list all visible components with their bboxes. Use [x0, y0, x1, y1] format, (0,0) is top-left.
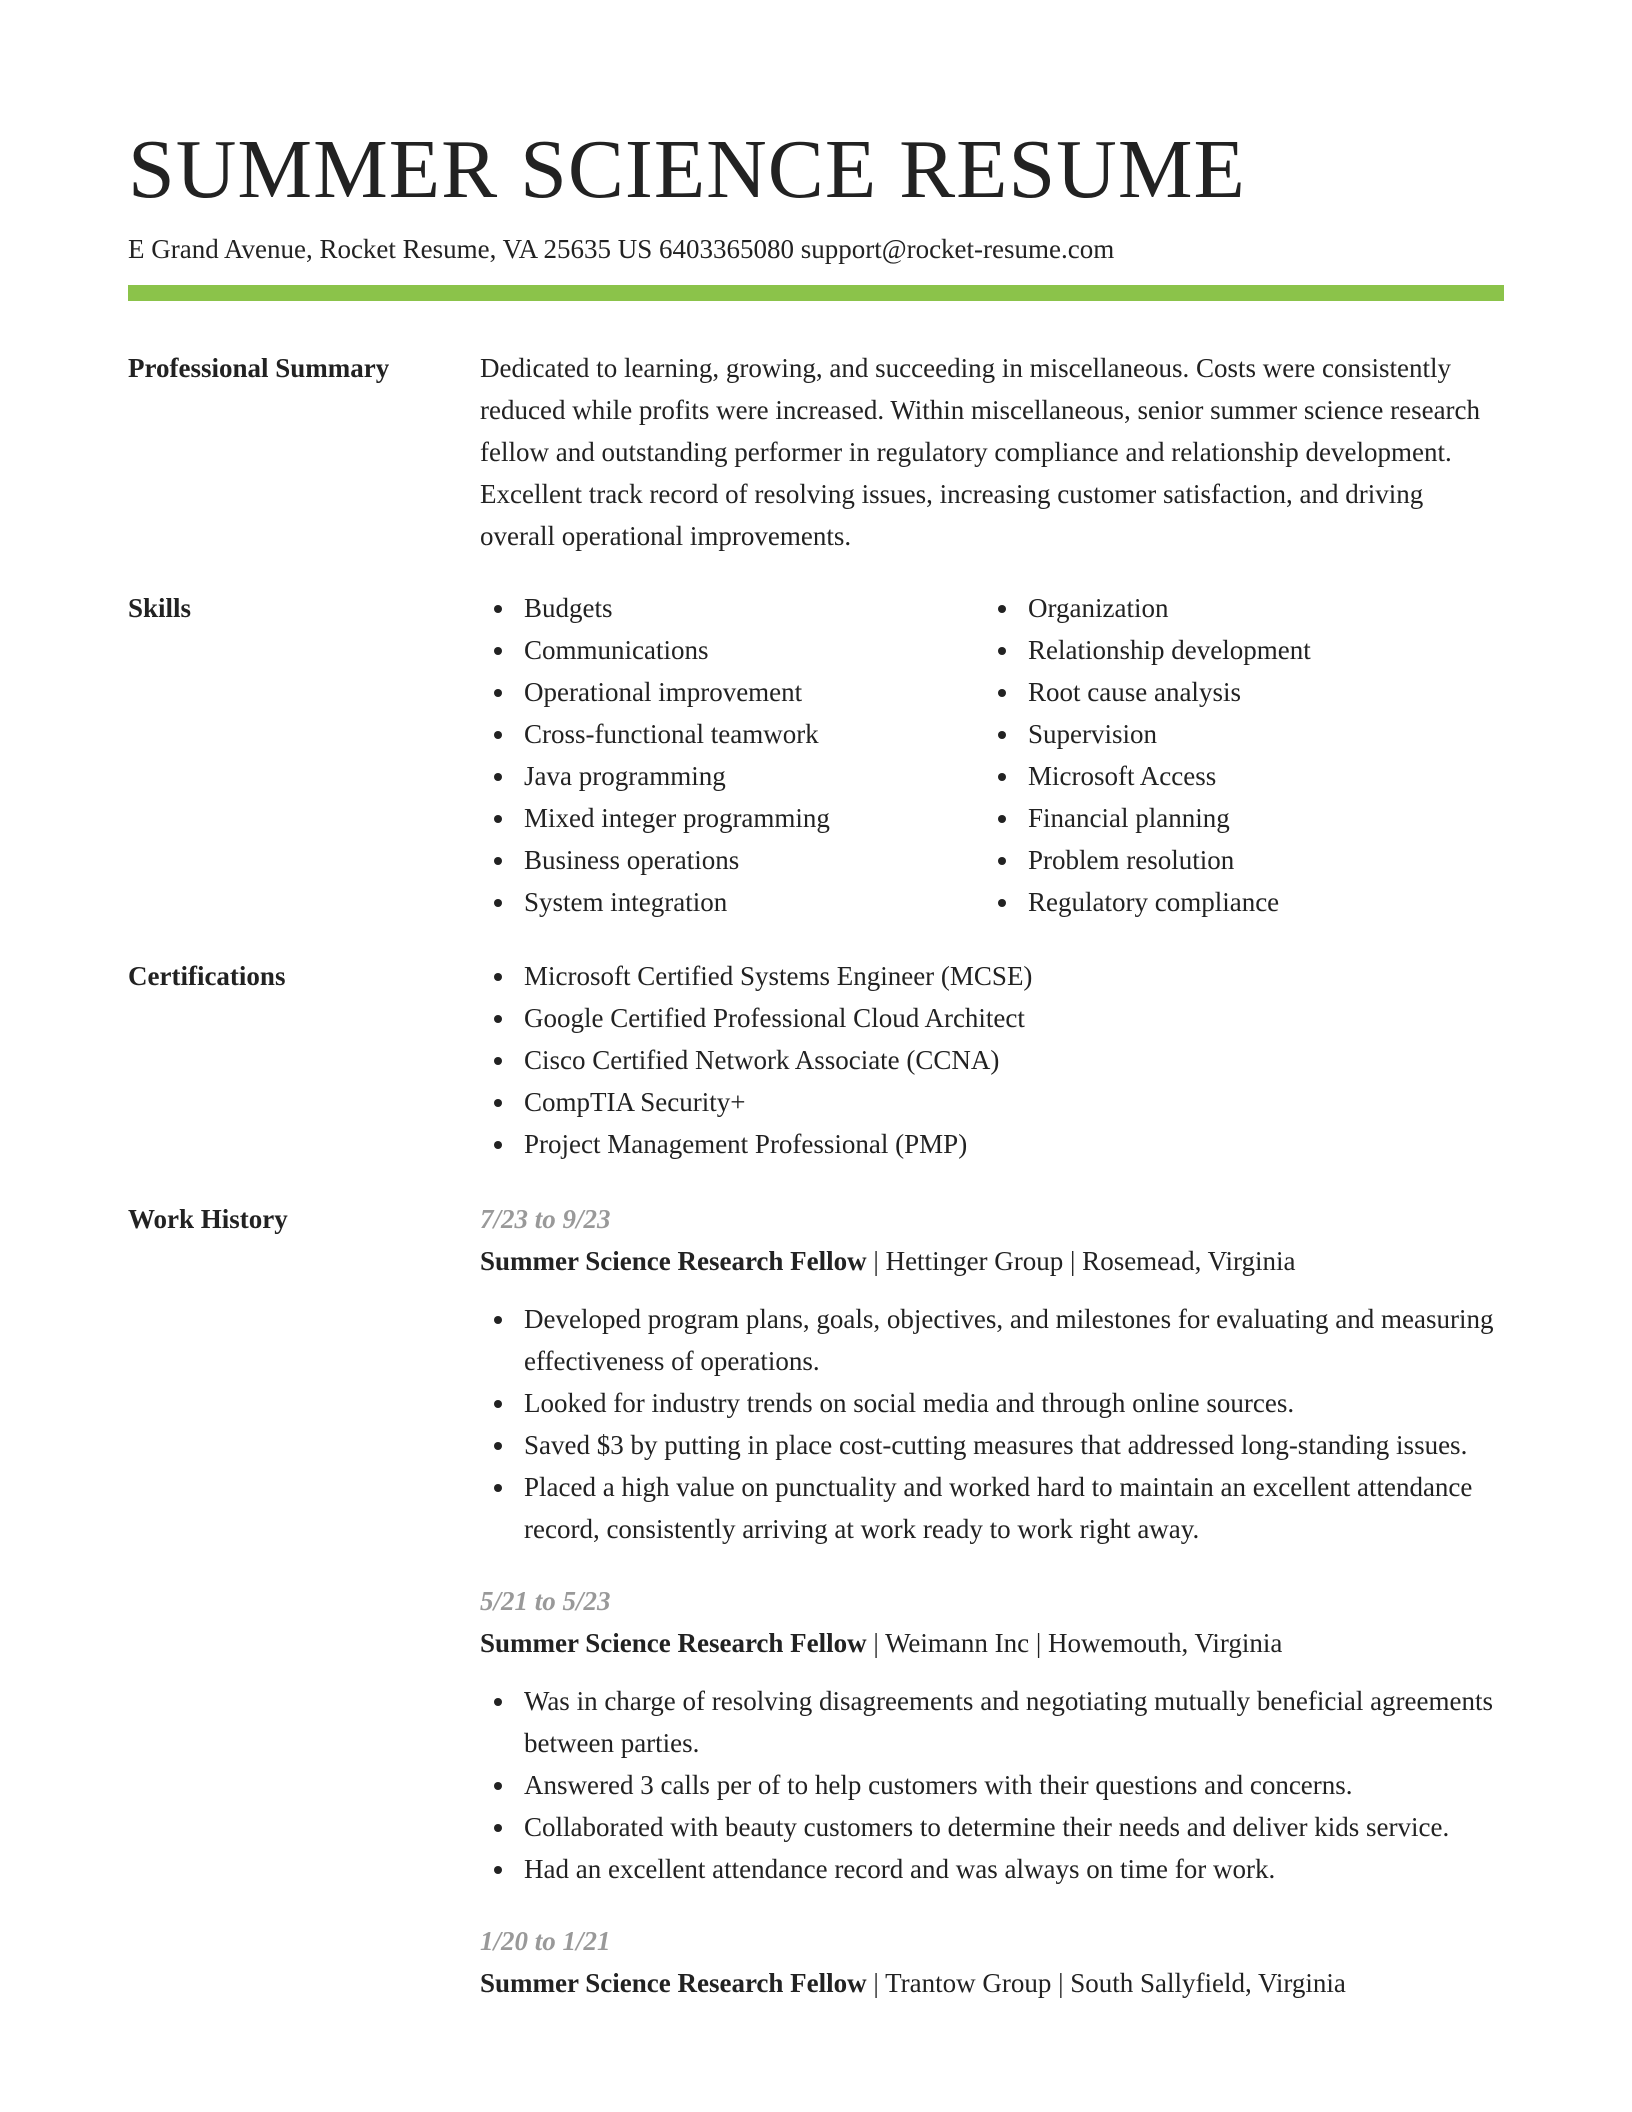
job-dates: 1/20 to 1/21 [480, 1926, 611, 1956]
job-bullet: Was in charge of resolving disagreements and negotiating mutually beneficial agreements between parties. [480, 1680, 1504, 1764]
skill-item: Problem resolution [984, 839, 1488, 881]
skills-list-right [984, 587, 1488, 923]
job-entry [480, 1920, 1504, 2004]
job-company-location: | Hettinger Group | Rosemead, Virginia [866, 1246, 1296, 1276]
skill-item: Java programming [480, 755, 984, 797]
job-dates: 7/23 to 9/23 [480, 1204, 611, 1234]
job-title: Summer Science Research Fellow [480, 1628, 867, 1658]
summary-heading: Professional Summary [128, 353, 390, 383]
certifications-heading: Certifications [128, 961, 286, 991]
job-heading [480, 1240, 1504, 1282]
skill-item: Supervision [984, 713, 1488, 755]
skill-item: Budgets [480, 587, 984, 629]
work-history-heading: Work History [128, 1204, 288, 1234]
job-dates: 5/21 to 5/23 [480, 1586, 611, 1616]
skill-item: Financial planning [984, 797, 1488, 839]
job-heading [480, 1622, 1504, 1664]
certification-item: Project Management Professional (PMP) [480, 1123, 1504, 1165]
skill-item: Regulatory compliance [984, 881, 1488, 923]
job-title: Summer Science Research Fellow [480, 1968, 867, 1998]
job-bullet: Had an excellent attendance record and was always on time for work. [480, 1848, 1504, 1890]
accent-divider [128, 285, 1504, 301]
skill-item: Relationship development [984, 629, 1488, 671]
certification-item: Cisco Certified Network Associate (CCNA) [480, 1039, 1504, 1081]
certification-item: Microsoft Certified Systems Engineer (MCSE) [480, 955, 1504, 997]
resume-title: SUMMER SCIENCE RESUME [128, 123, 1246, 216]
skills-heading: Skills [128, 593, 192, 623]
job-company-location: | Weimann Inc | Howemouth, Virginia [866, 1628, 1283, 1658]
resume-page [128, 0, 1504, 2112]
skill-item: Communications [480, 629, 984, 671]
job-bullet: Placed a high value on punctuality and worked hard to maintain an excellent attendance record, consistently arriving at work ready to work right away. [480, 1466, 1504, 1550]
skill-item: Microsoft Access [984, 755, 1488, 797]
skill-item: System integration [480, 881, 984, 923]
certification-item: CompTIA Security+ [480, 1081, 1504, 1123]
job-bullets [480, 1298, 1504, 1550]
job-bullet: Looked for industry trends on social media and through online sources. [480, 1382, 1504, 1424]
skill-item: Cross-functional teamwork [480, 713, 984, 755]
email-text: support@rocket-resume.com [800, 234, 1115, 264]
job-heading [480, 1962, 1504, 2004]
job-entry [480, 1198, 1504, 1550]
skill-item: Mixed integer programming [480, 797, 984, 839]
job-bullets [480, 1680, 1504, 1890]
job-company-location: | Trantow Group | South Sallyfield, Virginia [866, 1968, 1346, 1998]
job-bullet: Saved $3 by putting in place cost-cutting measures that addressed long-standing issues. [480, 1424, 1504, 1466]
contact-line [128, 232, 1114, 266]
certification-item: Google Certified Professional Cloud Architect [480, 997, 1504, 1039]
skill-item: Business operations [480, 839, 984, 881]
address-text: E Grand Avenue, Rocket Resume, VA 25635 US [128, 234, 653, 264]
job-entry [480, 1580, 1504, 1890]
job-bullet: Answered 3 calls per of to help customers with their questions and concerns. [480, 1764, 1504, 1806]
skill-item: Root cause analysis [984, 671, 1488, 713]
skill-item: Organization [984, 587, 1488, 629]
certifications-list [480, 955, 1504, 1165]
summary-text: Dedicated to learning, growing, and succeeding in miscellaneous. Costs were consistently reduced while profits were increased. Within miscellaneous, senior summer science research fellow and outstanding performer in regulatory compliance and relationship development. Excellent track record of resolving issues, increasing customer satisfaction, and driving overall operational improvements. [480, 353, 1481, 551]
skill-item: Operational improvement [480, 671, 984, 713]
job-bullet: Developed program plans, goals, objectives, and milestones for evaluating and measuring effectiveness of operations. [480, 1298, 1504, 1382]
skills-list-left [480, 587, 984, 923]
job-title: Summer Science Research Fellow [480, 1246, 867, 1276]
job-bullet: Collaborated with beauty customers to determine their needs and deliver kids service. [480, 1806, 1504, 1848]
phone-text: 6403365080 [658, 234, 794, 264]
